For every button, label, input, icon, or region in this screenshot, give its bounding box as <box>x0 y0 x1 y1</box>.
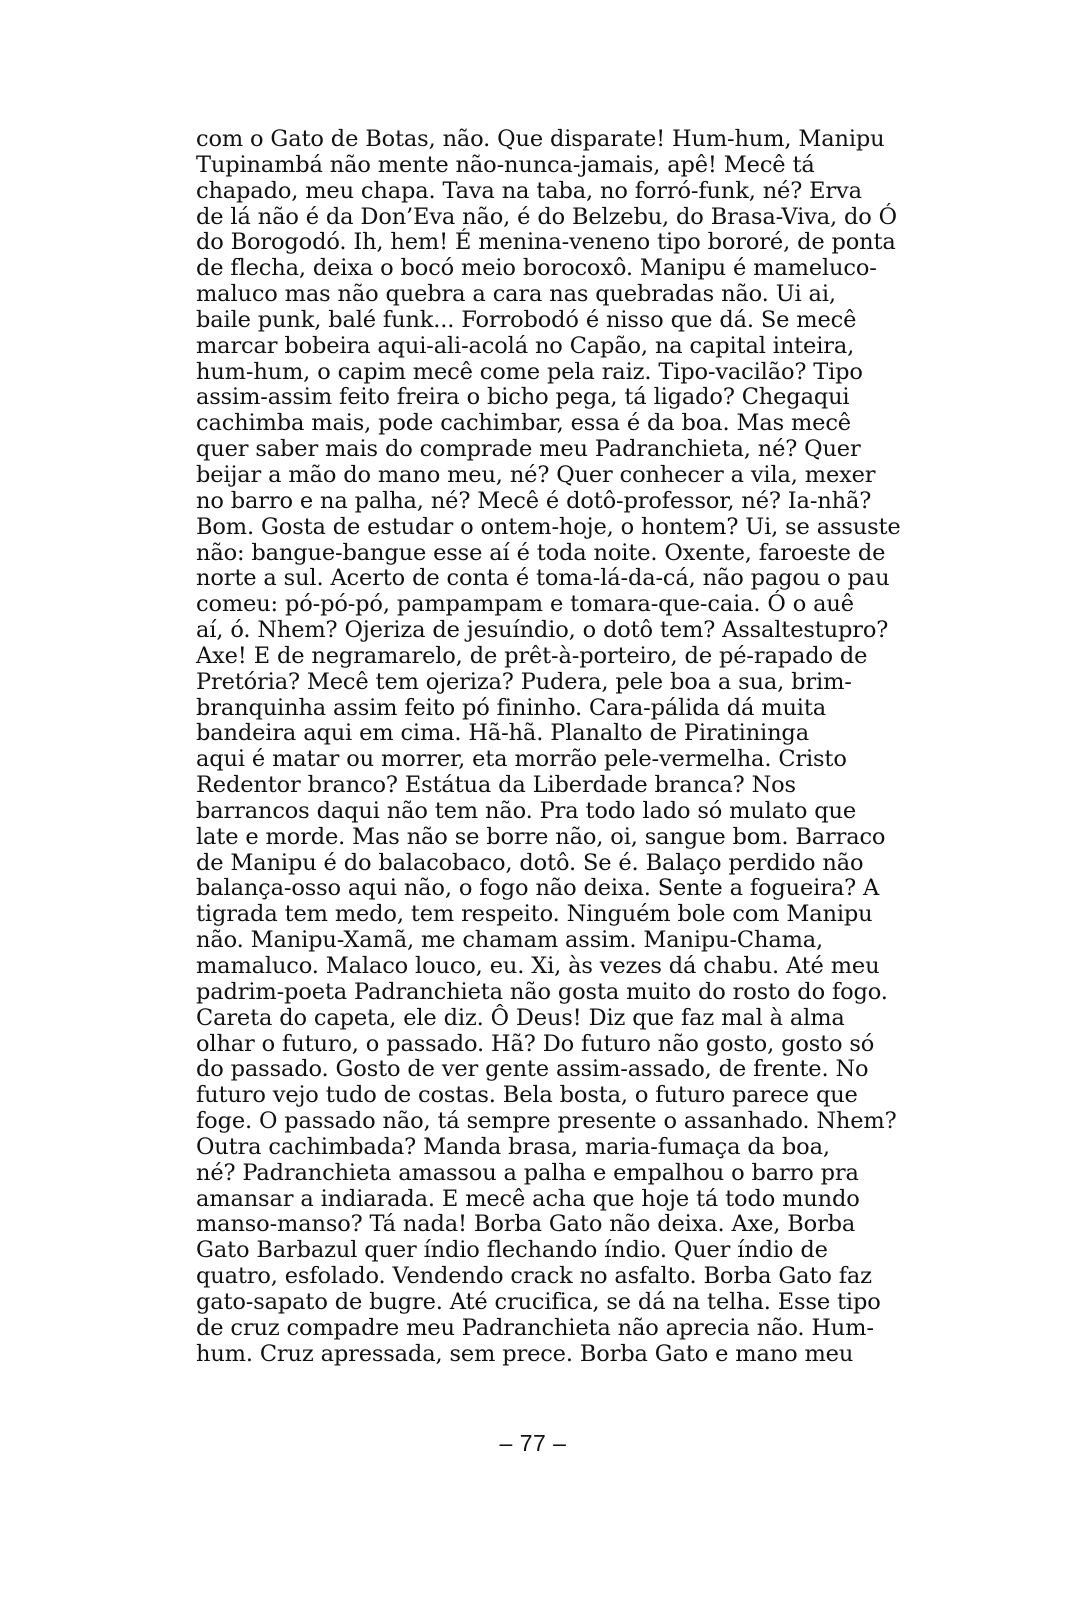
text-line: hum. Cruz apressada, sem prece. Borba Gato e mano meu <box>196 1340 854 1367</box>
text-line: baile punk, balé funk... Forrobodó é nisso que dá. Se mecê <box>196 306 857 333</box>
text-line: Tupinambá não mente não-nunca-jamais, apê! Mecê tá <box>196 151 815 178</box>
text-line: Careta do capeta, ele diz. Ô Deus! Diz que faz mal à alma <box>196 1004 845 1031</box>
text-line: gato-sapato de bugre. Até crucifica, se dá na telha. Esse tipo <box>196 1288 881 1315</box>
text-line: Gato Barbazul quer índio flechando índio. Quer índio de <box>196 1237 828 1264</box>
text-line: maluco mas não quebra a cara nas quebradas não. Ui ai, <box>196 281 836 308</box>
text-line: no barro e na palha, né? Mecê é dotô-professor, né? Ia-nhã? <box>196 487 872 514</box>
text-line: cachimba mais, pode cachimbar, essa é da boa. Mas mecê <box>196 410 851 437</box>
text-line: hum-hum, o capim mecê come pela raiz. Tipo-vacilão? Tipo <box>196 358 863 385</box>
text-line: do passado. Gosto de ver gente assim-assado, de frente. No <box>196 1056 869 1083</box>
text-line: assim-assim feito freira o bicho pega, tá ligado? Chegaqui <box>196 384 850 411</box>
text-line: aí, ó. Nhem? Ojeriza de jesuíndio, o dotô tem? Assaltestupro? <box>196 617 889 644</box>
text-line: foge. O passado não, tá sempre presente o assanhado. Nhem? <box>196 1108 897 1135</box>
body-text <box>196 127 916 1368</box>
text-line: branquinha assim feito pó fininho. Cara-pálida dá muita <box>196 694 827 721</box>
text-line: Bom. Gosta de estudar o ontem-hoje, o hontem? Ui, se assuste <box>196 513 901 540</box>
text-line: balança-osso aqui não, o fogo não deixa. Sente a fogueira? A <box>196 875 880 902</box>
text-line: padrim-poeta Padranchieta não gosta muito do rosto do fogo. <box>196 978 888 1005</box>
text-line: Redentor branco? Estátua da Liberdade branca? Nos <box>196 772 796 799</box>
text-line: late e morde. Mas não se borre não, oi, sangue bom. Barraco <box>196 823 886 850</box>
text-line: marcar bobeira aqui-ali-acolá no Capão, na capital inteira, <box>196 332 855 359</box>
text-line: quatro, esfolado. Vendendo crack no asfalto. Borba Gato faz <box>196 1263 872 1290</box>
text-line: barrancos daqui não tem não. Pra todo lado só mulato que <box>196 797 857 824</box>
text-line: quer saber mais do comprade meu Padranchieta, né? Quer <box>196 436 861 463</box>
text-line: com o Gato de Botas, não. Que disparate! Hum-hum, Manipu <box>196 126 885 152</box>
text-line: tigrada tem medo, tem respeito. Ninguém bole com Manipu <box>196 901 873 928</box>
text-line: mamaluco. Malaco louco, eu. Xi, às vezes dá chabu. Até meu <box>196 953 880 979</box>
text-line: aqui é matar ou morrer, eta morrão pele-vermelha. Cristo <box>196 746 847 773</box>
text-line: comeu: pó-pó-pó, pampampam e tomara-que-caia. Ó o auê <box>196 591 854 618</box>
text-line: não: bangue-bangue esse aí é toda noite. Oxente, faroeste de <box>196 539 886 566</box>
text-line: não. Manipu-Xamã, me chamam assim. Manipu-Chama, <box>196 927 824 954</box>
text-line: do Borogodó. Ih, hem! É menina-veneno tipo bororé, de ponta <box>196 229 896 256</box>
text-line: bandeira aqui em cima. Hã-hã. Planalto de Piratininga <box>196 720 809 747</box>
text-line: chapado, meu chapa. Tava na taba, no forró-funk, né? Erva <box>196 177 862 204</box>
text-line: beijar a mão do mano meu, né? Quer conhecer a vila, mexer <box>196 461 876 488</box>
text-line: de Manipu é do balacobaco, dotô. Se é. Balaço perdido não <box>196 849 864 876</box>
text-line: Pretória? Mecê tem ojeriza? Pudera, pele boa a sua, brim- <box>196 668 852 695</box>
text-line: de lá não é da Don’Eva não, é do Belzebu, do Brasa-Viva, do Ó <box>196 203 897 230</box>
text-line: amansar a indiarada. E mecê acha que hoje tá todo mundo <box>196 1185 860 1212</box>
text-line: manso-manso? Tá nada! Borba Gato não deixa. Axe, Borba <box>196 1211 856 1238</box>
page-number: – 77 – <box>499 1430 567 1456</box>
text-line: né? Padranchieta amassou a palha e empalhou o barro pra <box>196 1159 859 1186</box>
text-line: de cruz compadre meu Padranchieta não aprecia não. Hum- <box>196 1314 874 1341</box>
text-line: olhar o futuro, o passado. Hã? Do futuro não gosto, gosto só <box>196 1030 875 1057</box>
text-line: Outra cachimbada? Manda brasa, maria-fumaça da boa, <box>196 1133 830 1160</box>
text-line: de flecha, deixa o bocó meio borocoxô. Manipu é mameluco- <box>196 255 877 282</box>
text-line: futuro vejo tudo de costas. Bela bosta, o futuro parece que <box>196 1082 858 1109</box>
text-line: Axe! E de negramarelo, de prêt-à-porteiro, de pé-rapado de <box>196 642 868 669</box>
text-line: norte a sul. Acerto de conta é toma-lá-da-cá, não pagou o pau <box>196 565 890 592</box>
